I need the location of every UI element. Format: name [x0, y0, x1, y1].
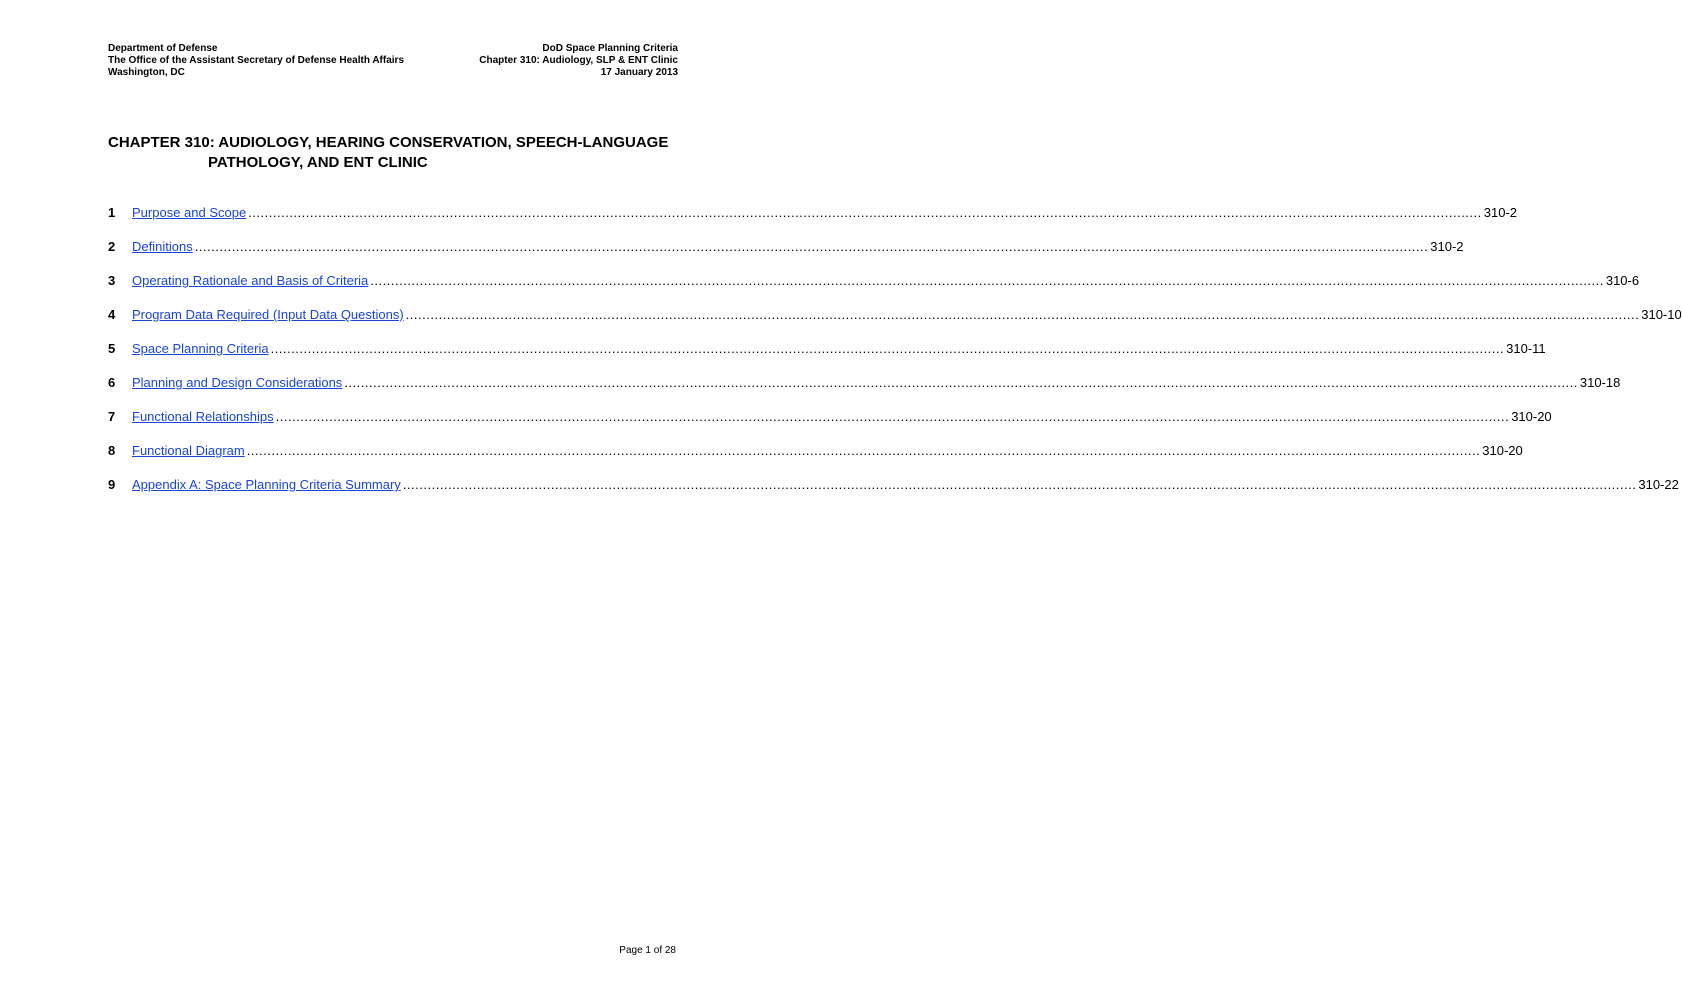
toc-entry[interactable]: [108, 205, 1517, 239]
toc-entry-page: 310-18: [1579, 375, 1621, 390]
toc-entry-page: 310-22: [1638, 477, 1679, 492]
chapter-title-line-1: CHAPTER 310: AUDIOLOGY, HEARING CONSERVATION, SPEECH-LANGUAGE: [108, 134, 669, 151]
toc-entry-number: 4: [108, 307, 116, 322]
header-chapter: Chapter 310: Audiology, SLP & ENT Clinic: [479, 55, 678, 66]
toc-entry[interactable]: [108, 341, 1546, 375]
toc-entry-link[interactable]: Purpose and Scope: [132, 205, 247, 220]
toc-entry[interactable]: [108, 273, 1640, 307]
toc-entry-link[interactable]: Definitions: [132, 239, 193, 254]
toc-leader-dots: ............................................................................................................................................................................................................................................................................................................: [275, 409, 1510, 424]
toc-entry-link[interactable]: Appendix A: Space Planning Criteria Summary: [132, 477, 401, 492]
toc-entry-page: 310-2: [1483, 205, 1517, 220]
toc-entry-page: 310-10: [1641, 307, 1682, 322]
toc-entry[interactable]: [108, 443, 1523, 477]
chapter-title: [108, 133, 698, 173]
toc-leader-dots: ............................................................................................................................................................................................................................................................................................................: [194, 239, 1429, 254]
toc-entry-number: 9: [108, 477, 116, 492]
page-header: [108, 43, 678, 79]
chapter-title-line-2: PATHOLOGY, AND ENT CLINIC: [208, 154, 428, 171]
header-date: 17 January 2013: [600, 67, 678, 78]
toc-entry-number: 1: [108, 205, 116, 220]
toc-entry-page: 310-2: [1430, 239, 1464, 254]
toc-entry-link[interactable]: Planning and Design Considerations: [132, 375, 343, 390]
header-row-1: [108, 43, 678, 55]
toc-entry-number: 7: [108, 409, 116, 424]
toc-leader-dots: ............................................................................................................................................................................................................................................................................................................: [344, 375, 1578, 390]
toc-entry-page: 310-20: [1511, 409, 1552, 424]
toc-entry[interactable]: [108, 307, 1682, 341]
toc-entry-page: 310-20: [1482, 443, 1523, 458]
toc-entry-link[interactable]: Program Data Required (Input Data Questions): [132, 307, 404, 322]
toc-leader-dots: ............................................................................................................................................................................................................................................................................................................: [370, 273, 1604, 288]
header-criteria: DoD Space Planning Criteria: [542, 43, 678, 54]
header-department: Department of Defense: [108, 43, 218, 54]
toc-leader-dots: ............................................................................................................................................................................................................................................................................................................: [246, 443, 1481, 458]
toc-entry[interactable]: [108, 409, 1552, 443]
toc-entry-number: 3: [108, 273, 116, 288]
toc-entry-page: 310-11: [1506, 341, 1546, 356]
toc-entry-number: 5: [108, 341, 116, 356]
toc-entry-link[interactable]: Space Planning Criteria: [132, 341, 269, 356]
toc-entry-number: 6: [108, 375, 116, 390]
toc-entry[interactable]: [108, 375, 1621, 409]
toc-entry-number: 2: [108, 239, 116, 254]
header-row-3: [108, 67, 678, 79]
toc-entry-link[interactable]: Operating Rationale and Basis of Criteria: [132, 273, 369, 288]
header-location: Washington, DC: [108, 67, 185, 78]
toc-entry-link[interactable]: Functional Relationships: [132, 409, 274, 424]
toc-leader-dots: ............................................................................................................................................................................................................................................................................................................: [405, 307, 1640, 322]
toc-leader-dots: ............................................................................................................................................................................................................................................................................................................: [402, 477, 1637, 492]
toc-entry[interactable]: [108, 477, 1679, 511]
header-row-2: [108, 55, 678, 67]
page-number: Page 1 of 28: [619, 945, 676, 956]
header-office: The Office of the Assistant Secretary of Defense Health Affairs: [108, 55, 405, 66]
table-of-contents: [108, 205, 1682, 511]
toc-entry-number: 8: [108, 443, 116, 458]
toc-entry[interactable]: [108, 239, 1464, 273]
toc-leader-dots: ............................................................................................................................................................................................................................................................................................................: [248, 205, 1482, 220]
toc-entry-link[interactable]: Functional Diagram: [132, 443, 245, 458]
toc-entry-page: 310-6: [1605, 273, 1640, 288]
toc-leader-dots: ............................................................................................................................................................................................................................................................................................................: [270, 341, 1505, 356]
